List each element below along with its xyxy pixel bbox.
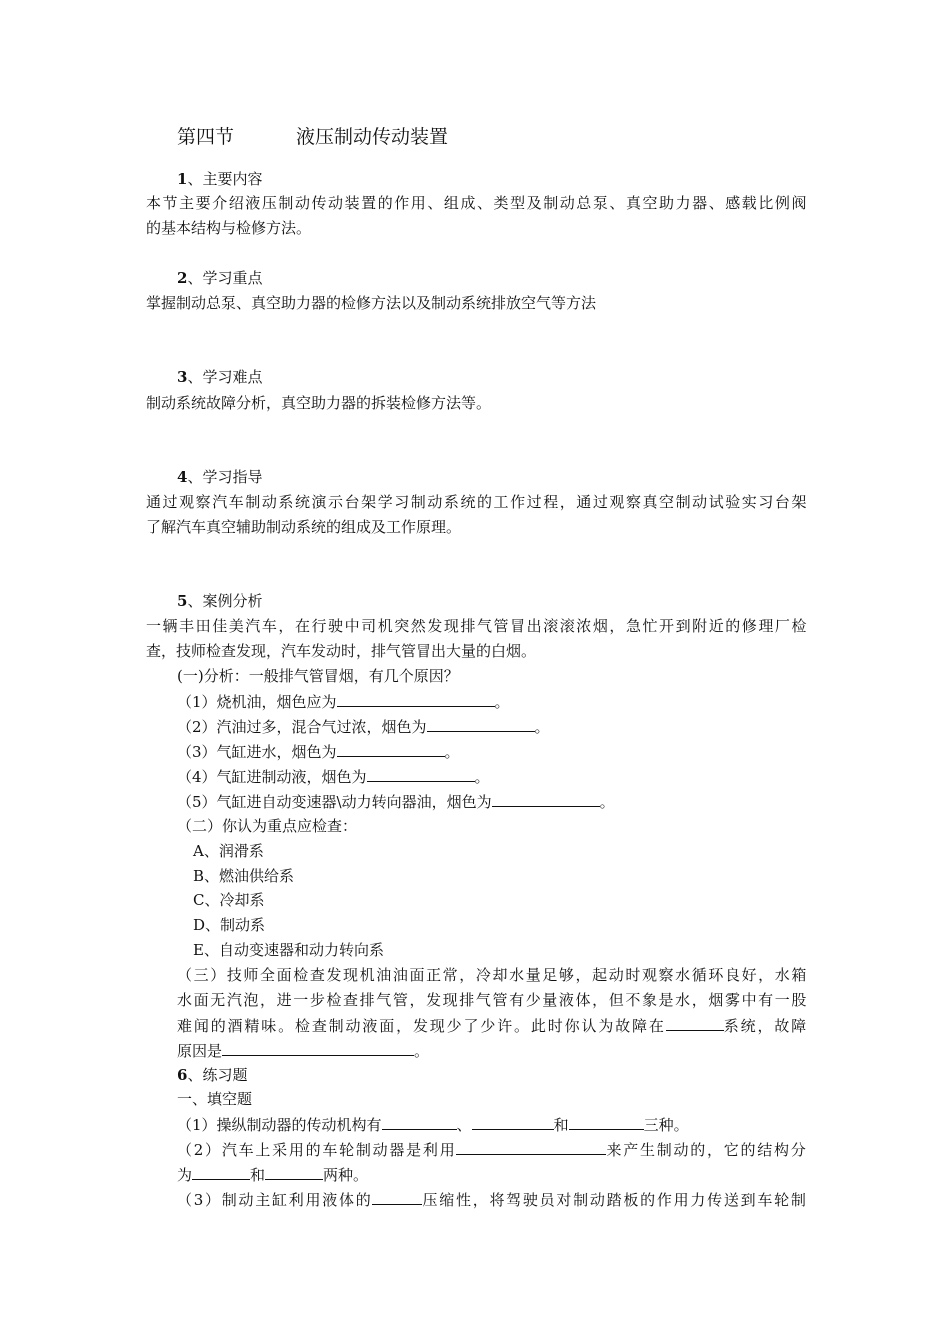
option-c: C、冷却系 bbox=[193, 891, 265, 909]
fill-blank[interactable] bbox=[222, 1040, 414, 1056]
section-name: 液压制动传动装置 bbox=[296, 126, 449, 148]
option-e: E、自动变速器和动力转向系 bbox=[193, 941, 384, 959]
section-number: 第四节 bbox=[177, 126, 235, 148]
case-item-3: （3）气缸进水，烟色为 。 bbox=[177, 743, 460, 761]
case-paragraph-3-line-3: 难闻的酒精味。检查制动液面，发现少了少许。此时你认为故障在 系统，故障 bbox=[177, 1017, 809, 1035]
fill-blank[interactable] bbox=[367, 766, 475, 782]
case-item-4: （4）气缸进制动液，烟色为 。 bbox=[177, 768, 490, 786]
heading-guidance: 4、学习指导 bbox=[177, 468, 263, 486]
case-paragraph-3-line-2: 水面无汽泡，进一步检查排气管，发现排气管有少量液体，但不象是水，烟雾中有一股 bbox=[177, 991, 808, 1009]
fill-blank[interactable] bbox=[666, 1015, 724, 1031]
fill-blank[interactable] bbox=[372, 1189, 422, 1205]
case-line-1: 一辆丰田佳美汽车，在行驶中司机突然发现排气管冒出滚滚浓烟，急忙开到附近的修理厂检 bbox=[146, 617, 809, 635]
fill-blank[interactable] bbox=[456, 1139, 606, 1155]
option-b: B、燃油供给系 bbox=[193, 867, 295, 885]
case-line-2: 查，技师检查发现，汽车发动时，排气管冒出大量的白烟。 bbox=[146, 642, 537, 660]
heading-main-content: 1、主要内容 bbox=[177, 170, 263, 188]
heading-exercises: 6、练习题 bbox=[177, 1066, 248, 1084]
option-d: D、制动系 bbox=[193, 916, 266, 934]
case-item-1: （1）烧机油，烟色应为 。 bbox=[177, 693, 510, 711]
heading-case-study: 5、案例分析 bbox=[177, 592, 263, 610]
exercise-subheading: 一、填空题 bbox=[177, 1090, 253, 1108]
main-content-line-2: 的基本结构与检修方法。 bbox=[146, 219, 312, 237]
fill-blank[interactable] bbox=[427, 716, 535, 732]
heading-difficulties: 3、学习难点 bbox=[177, 368, 263, 386]
main-content-line-1: 本节主要介绍液压制动传动装置的作用、组成、类型及制动总泵、真空助力器、感载比例阀 bbox=[146, 194, 809, 212]
fill-blank[interactable] bbox=[492, 791, 600, 807]
case-paragraph-3-line-4: 原因是 。 bbox=[177, 1042, 430, 1060]
exercise-2-line-1: （2）汽车上采用的车轮制动器是利用 来产生制动的，它的结构分 bbox=[177, 1141, 808, 1159]
fill-blank[interactable] bbox=[337, 741, 445, 757]
exercise-3-line-1: （3）制动主缸利用液体的 压缩性，将驾驶员对制动踏板的作用力传送到车轮制 bbox=[177, 1191, 808, 1209]
fill-blank[interactable] bbox=[569, 1114, 644, 1130]
case-paragraph-3-line-1: （三）技师全面检查发现机油油面正常，冷却水量足够，起动时观察水循环良好，水箱 bbox=[177, 966, 808, 984]
case-item-2: （2）汽油过多，混合气过浓，烟色为 。 bbox=[177, 718, 550, 736]
difficulties-text: 制动系统故障分析，真空助力器的拆装检修方法等。 bbox=[146, 394, 492, 412]
section-title bbox=[177, 124, 448, 150]
case-item-5: （5）气缸进自动变速器\动力转向器油，烟色为 。 bbox=[177, 793, 615, 811]
guidance-line-2: 了解汽车真空辅助制动系统的组成及工作原理。 bbox=[146, 518, 462, 536]
case-question-2: （二）你认为重点应检查： bbox=[177, 817, 358, 835]
case-question-1: (一)分析：一般排气管冒烟，有几个原因？ bbox=[177, 667, 459, 685]
heading-key-points: 2、学习重点 bbox=[177, 269, 263, 287]
fill-blank[interactable] bbox=[265, 1164, 323, 1180]
fill-blank[interactable] bbox=[472, 1114, 554, 1130]
fill-blank[interactable] bbox=[382, 1114, 457, 1130]
key-points-text: 掌握制动总泵、真空助力器的检修方法以及制动系统排放空气等方法 bbox=[146, 294, 597, 312]
guidance-line-1: 通过观察汽车制动系统演示台架学习制动系统的工作过程，通过观察真空制动试验实习台架 bbox=[146, 493, 809, 511]
option-a: A、润滑系 bbox=[193, 842, 264, 860]
exercise-1: （1）操纵制动器的传动机构有 、 和 三种。 bbox=[177, 1116, 689, 1134]
exercise-2-line-2: 为 和 两种。 bbox=[177, 1166, 369, 1184]
fill-blank[interactable] bbox=[192, 1164, 250, 1180]
fill-blank[interactable] bbox=[337, 691, 495, 707]
